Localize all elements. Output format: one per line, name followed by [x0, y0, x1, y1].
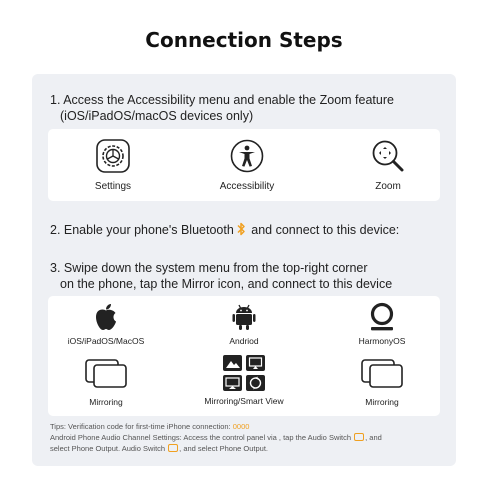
- android-platform: [194, 302, 294, 406]
- android-mirroring-label: Mirroring/Smart View: [204, 396, 284, 406]
- step-2-before: 2. Enable your phone's Bluetooth: [50, 223, 234, 237]
- bluetooth-icon: [236, 222, 246, 236]
- harmonyos-platform: [332, 302, 432, 407]
- apple-icon: [93, 302, 119, 332]
- step-3-card: [48, 296, 440, 416]
- android-icon: [232, 302, 256, 332]
- accessibility-item: [212, 139, 282, 192]
- ios-mirroring-label: Mirroring: [89, 397, 123, 407]
- step-3-line-1: 3. Swipe down the system menu from the top-right corner: [50, 261, 368, 275]
- step-3-text: [50, 260, 450, 292]
- tips-audio-text: Android Phone Audio Channel Settings: Access the control panel via , tap the Audio Switch: [50, 433, 352, 442]
- ios-platform: [56, 302, 156, 407]
- zoom-label: Zoom: [375, 181, 401, 192]
- accessibility-person-icon: [230, 139, 264, 173]
- step-2-after: and connect to this device:: [247, 223, 400, 237]
- screen-mirroring-icon: [358, 358, 406, 388]
- settings-item: [82, 139, 144, 192]
- step-1-line-1: 1. Access the Accessibility menu and enable the Zoom feature: [50, 93, 394, 107]
- verification-code: 0000: [232, 422, 250, 431]
- gear-icon: [96, 139, 130, 173]
- audio-switch-icon: [168, 444, 178, 452]
- tips-line-3: [50, 443, 450, 454]
- step-1-text: [50, 92, 450, 124]
- audio-switch-icon: [354, 433, 364, 441]
- step-1-line-2: (iOS/iPadOS/macOS devices only): [60, 109, 254, 123]
- tips-output-text-end: , and select Phone Output.: [179, 444, 268, 453]
- step-3-line-2: on the phone, tap the Mirror icon, and connect to this device: [60, 277, 393, 291]
- tips-text: [50, 421, 450, 454]
- accessibility-label: Accessibility: [219, 181, 275, 192]
- settings-label: Settings: [94, 181, 132, 192]
- page-title: Connection Steps: [145, 28, 343, 52]
- harmonyos-label: HarmonyOS: [358, 336, 406, 346]
- tips-audio-text-end: , and: [365, 433, 382, 442]
- zoom-item: [360, 139, 416, 192]
- tips-output-text: select Phone Output. Audio Switch: [50, 444, 166, 453]
- smart-view-icons: [222, 354, 266, 392]
- android-label: Andriod: [229, 336, 259, 346]
- steps-panel: [32, 74, 456, 466]
- step-1-card: [48, 129, 440, 201]
- zoom-magnifier-icon: [371, 139, 405, 173]
- harmonyos-mirroring-label: Mirroring: [365, 397, 399, 407]
- harmonyos-icon: [369, 302, 395, 332]
- tips-line-2: [50, 432, 450, 443]
- ios-label: iOS/iPadOS/MacOS: [67, 336, 145, 346]
- tips-line-1: [50, 421, 450, 432]
- tips-verification-text: Tips: Verification code for first-time iPhone connection:: [50, 422, 233, 431]
- screen-mirroring-icon: [82, 358, 130, 388]
- step-2-text: [50, 222, 450, 238]
